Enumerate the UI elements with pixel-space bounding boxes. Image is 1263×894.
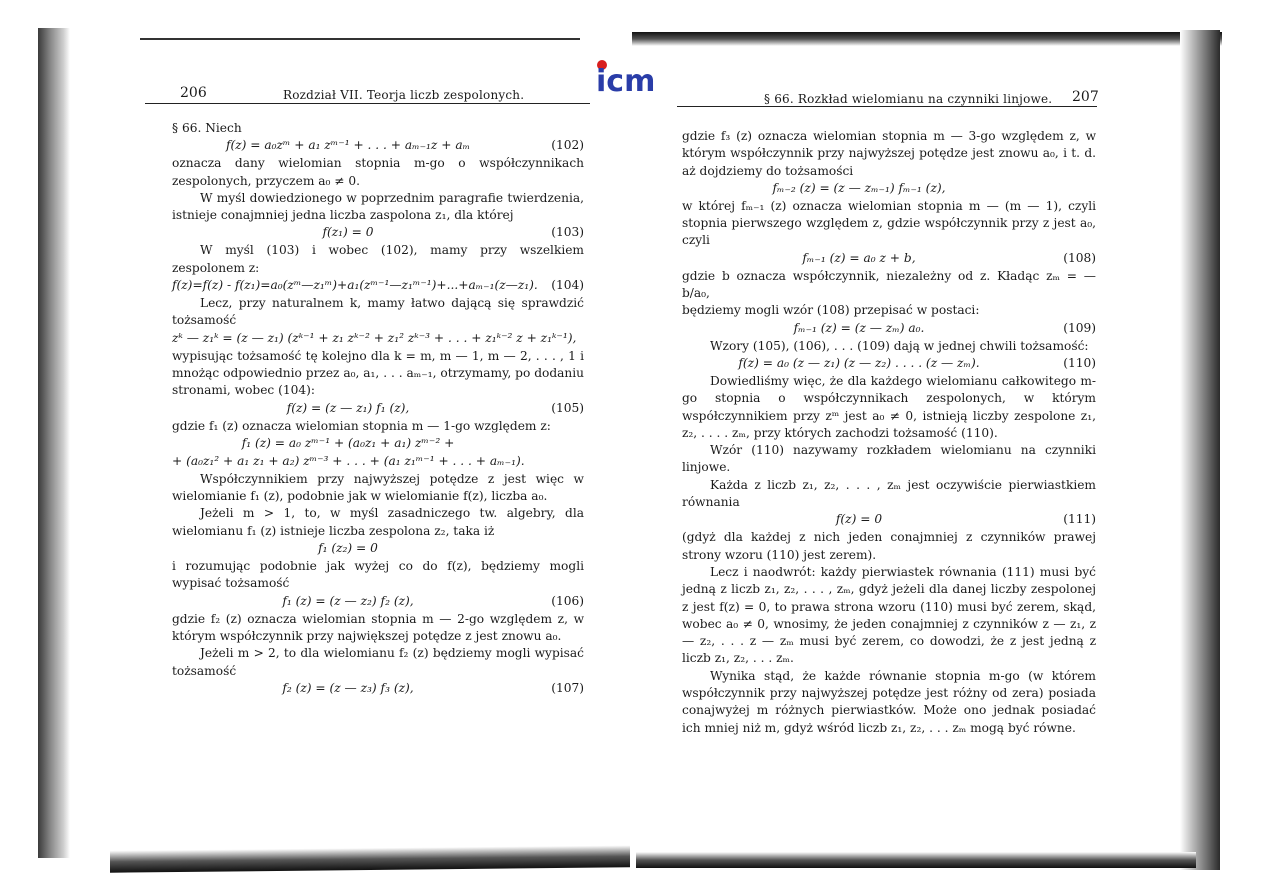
paragraph: W myśl (103) i wobec (102), mamy przy wszelkiem zespolonem z:: [172, 243, 584, 275]
equation-number: (102): [551, 138, 584, 153]
paragraph: i rozumując podobnie jak wyżej co do f(z), będziemy mogli wypisać tożsamość: [172, 559, 584, 591]
equation-formula: f₁ (z) = (z — z₂) f₂ (z),: [282, 593, 414, 608]
paragraph: Wzory (105), (106), . . . (109) dają w jednej chwili tożsamość:: [710, 338, 1089, 353]
running-head: § 66. Rozkład wielomianu na czynniki linjowe.: [764, 92, 1053, 106]
paragraph: (gdyż dla każdej z nich jeden conajmniej z czynników prawej strony wzoru (110) jest zerem).: [682, 530, 1096, 562]
equation: [172, 680, 584, 698]
paragraph: wypisując tożsamość tę kolejno dla k = m, m — 1, m — 2, . . . , 1 i mnożąc odpowiednio przez a₀, a₁, . . . aₘ₋₁, otrzymamy, po dodaniu stronami, wobec (104):: [172, 348, 584, 398]
paragraph: Dowiedliśmy więc, że dla każdego wielomianu całkowitego m-go stopnia o współczynnikach zespolonych, w którym współczynnikiem przy zᵐ jest a₀ ≠ 0, istnieją liczby zespolone z₁, z₂, . . . . zₘ, przy których zachodzi tożsamość (110).: [682, 373, 1096, 440]
paragraph: Jeżeli m > 1, to, w myśl zasadniczego tw. algebry, dla wielomianu f₁ (z) istnieje liczba zespolona z₂, taka iż: [172, 506, 584, 538]
equation: [172, 540, 584, 558]
paragraph: gdzie f₁ (z) oznacza wielomian stopnia m — 1-go względem z:: [172, 418, 551, 433]
equation-number: (111): [1063, 512, 1096, 527]
page-number: 207: [1072, 89, 1099, 105]
paragraph: gdzie f₃ (z) oznacza wielomian stopnia m — 3-go względem z, w którym współczynnik przy najwyższej potędze jest znowu a₀, i t. d. aż dojdziemy do tożsamości: [682, 129, 1096, 178]
paragraph: Każda z liczb z₁, z₂, . . . , zₘ jest oczywiście pierwiastkiem równania: [682, 477, 1096, 510]
equation-formula: fₘ₋₂ (z) = (z — zₘ₋₁) fₘ₋₁ (z),: [772, 180, 946, 195]
equation-formula: f₂ (z) = (z — z₃) f₃ (z),: [282, 680, 414, 695]
equation-formula: f(z) = a₀ (z — z₁) (z — z₂) . . . . (z — zₘ).: [738, 355, 980, 370]
paragraph: Lecz, przy naturalnem k, mamy łatwo dającą się sprawdzić tożsamość: [172, 296, 584, 328]
paragraph: § 66. Niech: [172, 121, 242, 135]
right-page: [632, 0, 1263, 894]
running-head: Rozdział VII. Teorja liczb zespolonych.: [283, 88, 525, 102]
equation-formula: zᵏ — z₁ᵏ = (z — z₁) (zᵏ⁻¹ + z₁ zᵏ⁻² + z₁² zᵏ⁻³ + . . . + z₁ᵏ⁻² z + z₁ᵏ⁻¹),: [172, 330, 577, 345]
page-number: 206: [180, 85, 207, 101]
left-body-text: [172, 120, 584, 698]
equation: [682, 355, 1096, 373]
equation-formula: + (a₀z₁² + a₁ z₁ + a₂) zᵐ⁻³ + . . . + (a₁ z₁ᵐ⁻¹ + . . . + aₘ₋₁).: [172, 453, 525, 468]
paragraph: W myśl dowiedzionego w poprzednim paragrafie twierdzenia, istnieje conajmniej jedna liczba zaspolona z₁, dla której: [172, 190, 584, 223]
equation-formula: f(z) = (z — z₁) f₁ (z),: [286, 400, 410, 415]
equation: [172, 593, 584, 611]
equation: [682, 250, 1096, 268]
equation-formula: fₘ₋₁ (z) = (z — zₘ) a₀.: [793, 320, 925, 335]
equation-formula: f(z) = 0: [835, 512, 883, 527]
equation: [682, 320, 1096, 338]
equation: [172, 330, 584, 348]
equation-number: (103): [551, 225, 584, 240]
paragraph: Wzór (110) nazywamy rozkładem wielomianu na czynniki linjowe.: [682, 443, 1096, 475]
equation-formula: f₁ (z) = a₀ zᵐ⁻¹ + (a₀z₁ + a₁) zᵐ⁻² +: [241, 435, 455, 450]
paragraph: Współczynnikiem przy najwyższej potędze z jest więc w wielomianie f₁ (z), podobnie jak w wielomianie f(z), liczba a₀.: [172, 471, 584, 504]
paragraph: gdzie f₂ (z) oznacza wielomian stopnia m — 2-go względem z, w którym współczynnik przy największej potędze z jest znowu a₀.: [172, 611, 584, 643]
equation-number: (108): [1063, 250, 1096, 265]
equation: [682, 511, 1096, 529]
equation-number: (107): [551, 680, 584, 695]
equation: [172, 400, 584, 418]
paragraph: w której fₘ₋₁ (z) oznacza wielomian stopnia m — (m — 1), czyli stopnia pierwszego względem z, gdzie współczynnik przy z jest a₀, czyli: [682, 198, 1096, 248]
equation-number: (104): [551, 278, 584, 293]
equation-number: (105): [551, 400, 584, 415]
equation: [172, 137, 584, 155]
equation-formula: f₁ (z₂) = 0: [318, 541, 378, 556]
header-rule: [145, 103, 590, 104]
equation: [172, 277, 584, 295]
equation-number: (109): [1063, 320, 1096, 335]
equation-number: (106): [551, 593, 584, 608]
equation-formula: f(z₁) = 0: [322, 225, 374, 240]
equation-formula: f(z)=f(z) - f(z₁)=a₀(zᵐ—z₁ᵐ)+a₁(zᵐ⁻¹—z₁ᵐ⁻¹)+...+aₘ₋₁(z—z₁).: [172, 278, 538, 293]
paragraph: oznacza dany wielomian stopnia m-go o współczynnikach zespolonych, przyczem a₀ ≠ 0.: [172, 156, 584, 188]
equation-formula: fₘ₋₁ (z) = a₀ z + b,: [802, 250, 916, 265]
equation: [682, 180, 1096, 198]
paragraph: Lecz i naodwrót: każdy pierwiastek równania (111) musi być jedną z liczb z₁, z₂, . . . , zₘ, gdyż jeżeli dla danej liczby zespolonej z jest f(z) = 0, to prawa strona wzoru (110) musi być zerem, skąd, wobec a₀ ≠ 0, wnosimy, że jeden conajmniej z czynników z — z₁, z — z₂, . . . z — zₘ musi być zerem, co dowodzi, że z jest jedną z liczb z₁, z₂, . . . zₘ.: [682, 564, 1096, 666]
equation-formula: f(z) = a₀zᵐ + a₁ zᵐ⁻¹ + . . . + aₘ₋₁z + aₘ: [225, 138, 471, 153]
equation: [172, 435, 584, 453]
equation-number: (110): [1063, 355, 1096, 370]
paragraph: Wynika stąd, że każde równanie stopnia m-go (w którem współczynnik przy najwyższej potędze jest różny od zera) posiada conajwyżej m różnych pierwiastków. Może ono jednak posiadać ich mniej niż m, gdyż wśród liczb z₁, z₂, . . . zₘ mogą być równe.: [682, 668, 1096, 735]
header-rule: [677, 106, 1097, 107]
right-body-text: [682, 128, 1096, 737]
paragraph: będziemy mogli wzór (108) przepisać w postaci:: [682, 303, 980, 318]
paragraph: Jeżeli m > 2, to dla wielomianu f₂ (z) będziemy mogli wypisać tożsamość: [172, 646, 584, 678]
equation: [172, 453, 584, 471]
equation: [172, 224, 584, 242]
paragraph: gdzie b oznacza współczynnik, niezależny od z. Kładąc zₘ = — b/a₀,: [682, 268, 1096, 301]
left-page: [0, 0, 630, 894]
svg-text:icm: icm: [596, 64, 656, 98]
